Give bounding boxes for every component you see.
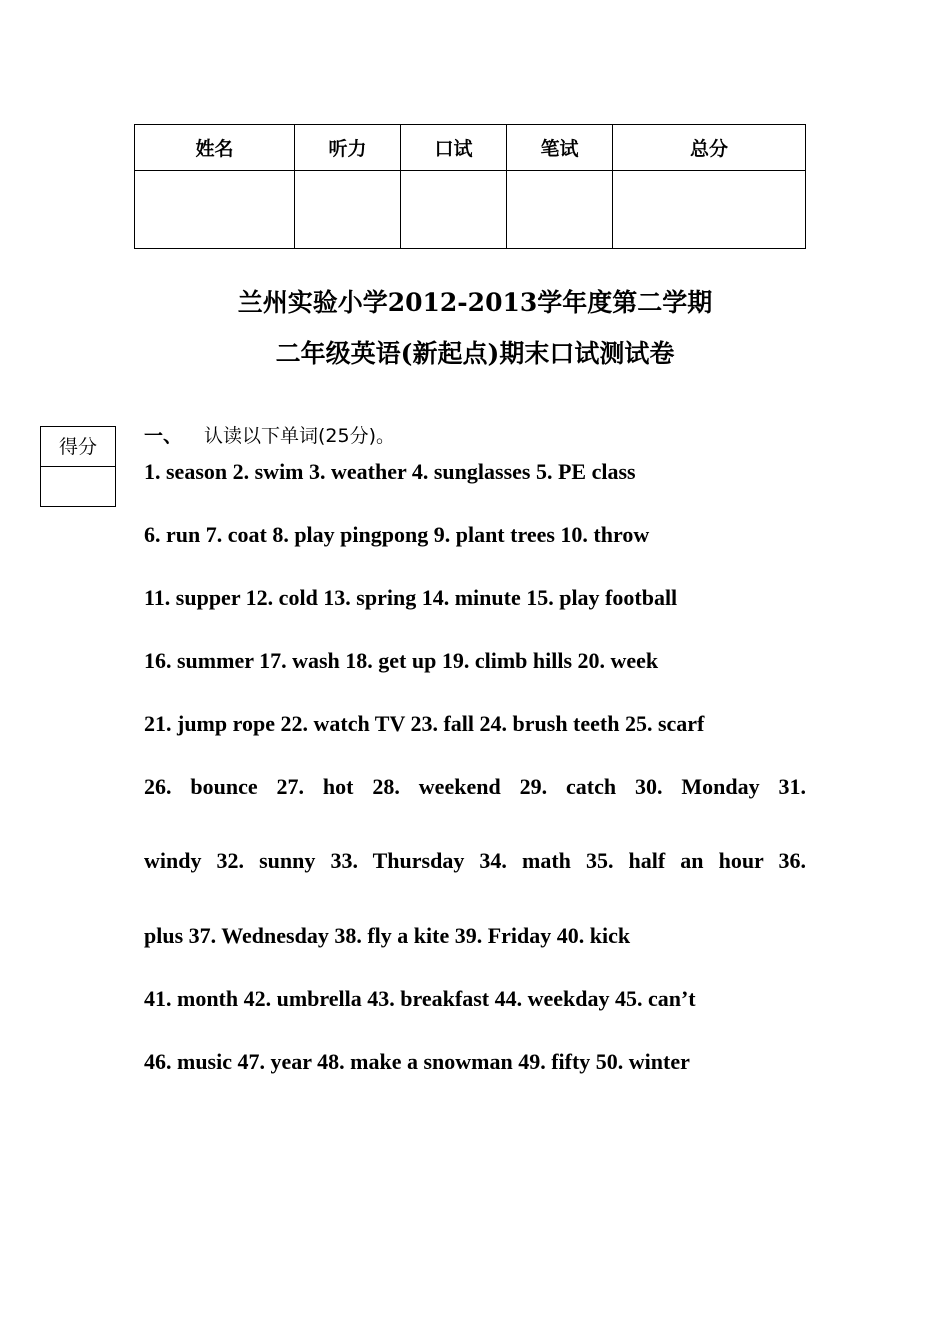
- word-line-5: 21. jump rope 22. watch TV 23. fall 24. brush teeth 25. scarf: [144, 711, 705, 736]
- score-table-entry-row: [135, 171, 806, 249]
- word-line-6: 26. bounce 27. hot 28. weekend 29. catch 30. Monday 31.: [144, 774, 806, 799]
- exam-title-line1: 兰州实验小学2012-2013学年度第二学期: [237, 288, 713, 317]
- header-listening: 听力: [295, 125, 401, 171]
- word-line-10: 46. music 47. year 48. make a snowman 49. fifty 50. winter: [144, 1049, 690, 1074]
- word-line-4: 16. summer 17. wash 18. get up 19. climb hills 20. week: [144, 648, 659, 673]
- header-written: 笔试: [507, 125, 613, 171]
- score-table: [134, 124, 806, 249]
- total-score-cell[interactable]: [613, 171, 806, 249]
- section-instruction: 认读以下单词(25分)。: [204, 425, 396, 447]
- section-number: 一、: [144, 425, 183, 447]
- score-box-entry[interactable]: [41, 467, 115, 506]
- word-line-8: plus 37. Wednesday 38. fly a kite 39. Friday 40. kick: [144, 923, 631, 948]
- name-cell[interactable]: [135, 171, 295, 249]
- oral-score-cell[interactable]: [401, 171, 507, 249]
- word-line-1: 1. season 2. swim 3. weather 4. sunglasses 5. PE class: [144, 459, 636, 484]
- word-line-9: 41. month 42. umbrella 43. breakfast 44. weekday 45. can’t: [144, 986, 696, 1011]
- word-line-3: 11. supper 12. cold 13. spring 14. minute 15. play football: [144, 585, 678, 610]
- section-score-box: [40, 426, 116, 507]
- section-heading: [144, 421, 395, 448]
- header-total: 总分: [613, 125, 806, 171]
- listening-score-cell[interactable]: [295, 171, 401, 249]
- exam-title-line2: 二年级英语(新起点)期末口试测试卷: [275, 339, 675, 368]
- score-box-label: 得分: [41, 427, 115, 467]
- score-table-header-row: [135, 125, 806, 171]
- word-line-7: windy 32. sunny 33. Thursday 34. math 35. half an hour 36.: [144, 848, 806, 873]
- written-score-cell[interactable]: [507, 171, 613, 249]
- header-oral: 口试: [401, 125, 507, 171]
- header-name: 姓名: [135, 125, 295, 171]
- word-line-2: 6. run 7. coat 8. play pingpong 9. plant trees 10. throw: [144, 522, 650, 547]
